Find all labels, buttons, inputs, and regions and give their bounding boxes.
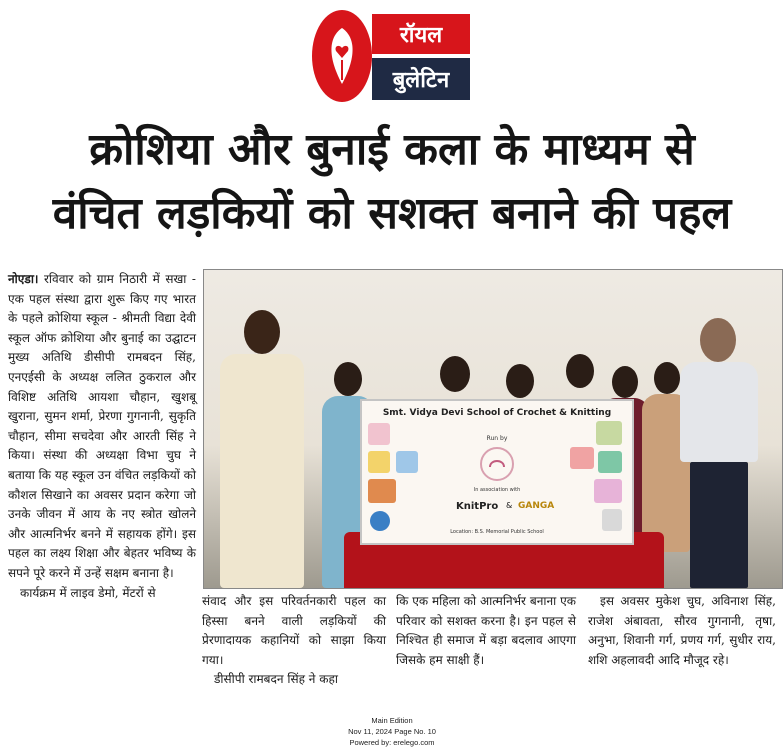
sakha-logo-icon xyxy=(478,445,516,483)
column-2-paragraph-1: संवाद और इस परिवर्तनकारी पहल का हिस्सा बनने वाली लड़कियों की प्रेरणादायक कहानियों को साझा किया गया। xyxy=(202,594,386,667)
crochet-thumbnail xyxy=(570,447,594,469)
footer-date-page: Nov 11, 2024 Page No. 10 xyxy=(348,727,436,736)
crochet-thumbnail xyxy=(598,451,622,473)
column-1-paragraph-1: रविवार को ग्राम निठारी में सखा - एक पहल संस्था द्वारा शुरू किए गए भारत के पहले क्रोशिया स्कूल - श्रीमती विद्या देवी स्कूल ऑफ क्रोशिया और बुनाई का उद्घाटन मुख्य अतिथि डीसीपी रामबदन सिंह, एनएईसी के अध्यक्ष ललित ठुकराल और विशिष्ट अतिथि आयशा चौहान, खुशबू खुराना, सुमन शर्मा, प्रेरणा गुगनानी, सुकृति चौहान, सीमा सचदेवा और आरती सिंह ने किया। संस्था की अध्यक्षा विभा चुघ ने बताया कि यह स्कूल उन वंचित लड़कियों को कौशल सिखाने का अवसर प्रदान करेगा जो उनके जीवन में आय के नए स्त्रोत खोलने और आत्मनिर्भर बनने में सहायक होंगे। इस पहल का लक्ष्य शिक्षा और बेहतर भविष्य के सपने पूरे करने में उन्हें सक्षम बनाना है। xyxy=(8,272,196,580)
banner-run-by: Run by xyxy=(486,435,508,442)
banner-brand-joiner: & xyxy=(506,501,513,510)
crochet-thumbnail xyxy=(594,479,622,503)
column-2-paragraph-2: डीसीपी रामबदन सिंह ने कहा xyxy=(214,672,338,687)
logo-title-line1: रॉयल xyxy=(372,14,470,54)
crochet-thumbnail xyxy=(368,423,390,445)
article-column-3 xyxy=(396,592,576,670)
page-footer xyxy=(0,715,784,748)
crochet-thumbnail xyxy=(396,451,418,473)
article-photo xyxy=(203,269,783,589)
crochet-thumbnail xyxy=(368,451,390,473)
person-5 xyxy=(558,354,602,400)
headline-line-1: क्रोशिया और बुनाई कला के माध्यम से xyxy=(89,124,695,175)
article-headline xyxy=(0,118,784,246)
article-column-4 xyxy=(588,592,776,670)
column-1-paragraph-2: कार्यक्रम में लाइव डेमो, मेंटरों से xyxy=(20,585,156,600)
logo-circle xyxy=(312,10,372,102)
column-3-paragraph-1: कि एक महिला को आत्मनिर्भर बनाना एक परिवार को सशक्त करना है। इन पहल से निश्चित ही समाज में बड़ा बदलाव आएगा जिसके हम साक्षी हैं। xyxy=(396,594,576,667)
article-column-1 xyxy=(8,270,196,603)
crochet-thumbnail xyxy=(370,511,390,531)
footer-powered-by: Powered by: erelego.com xyxy=(349,738,435,747)
article-column-2 xyxy=(202,592,386,690)
person-1 xyxy=(214,310,309,588)
banner-association: In association with xyxy=(473,487,521,493)
logo-title-line2: बुलेटिन xyxy=(372,58,470,100)
banner-location: Location: B.S. Memorial Public School xyxy=(450,529,544,535)
school-banner xyxy=(360,399,634,545)
newspaper-logo xyxy=(312,8,472,104)
pen-nib-icon xyxy=(324,26,360,86)
crochet-thumbnail xyxy=(368,479,396,503)
dateline: नोएडा। xyxy=(8,272,39,286)
headline-line-2: वंचित लड़कियों को सशक्त बनाने की पहल xyxy=(52,188,732,239)
crochet-thumbnail xyxy=(602,509,622,531)
column-4-paragraph-1: इस अवसर मुकेश चुघ, अविनाश सिंह, राजेश अंबावता, सौरव गुगनानी, तृषा, अनुभा, शिवानी गर्ग, प्रणय गर्ग, सुधीर राय, शशि अहलावदी आदि मौजूद रहे। xyxy=(588,594,776,667)
banner-brand-ganga: GANGA xyxy=(518,501,555,511)
crochet-thumbnail xyxy=(596,421,622,445)
banner-brand-knitpro: KnitPro xyxy=(456,501,499,512)
person-8 xyxy=(676,318,762,588)
footer-edition: Main Edition xyxy=(371,716,413,725)
banner-title: Smt. Vidya Devi School of Crochet & Knitting xyxy=(382,408,612,418)
